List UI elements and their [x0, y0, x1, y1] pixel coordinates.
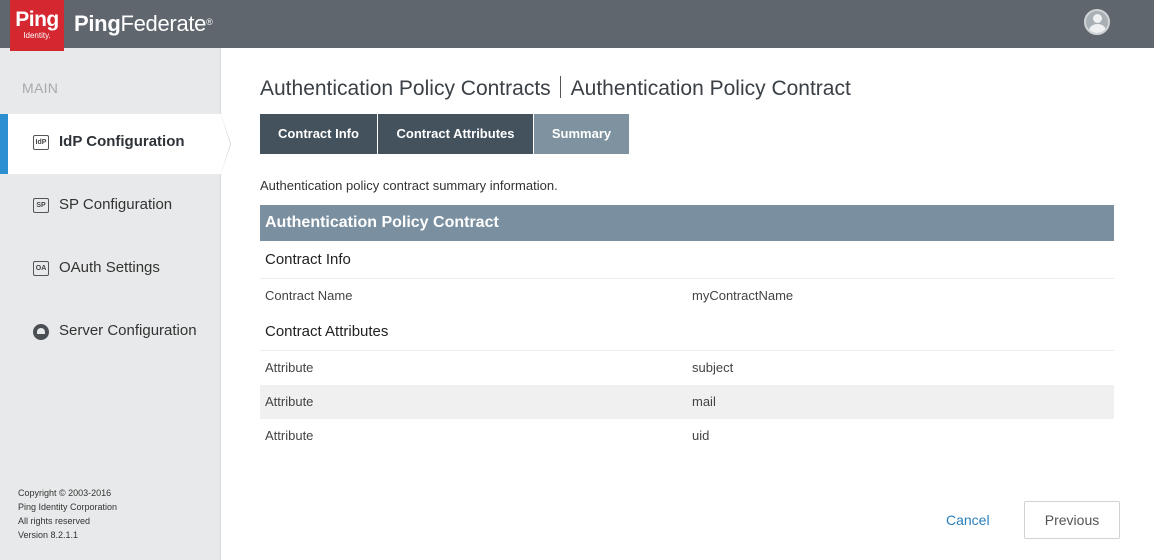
breadcrumb-separator [560, 76, 561, 98]
tab-contract-attributes[interactable]: Contract Attributes [378, 114, 533, 154]
sp-icon: SP [33, 198, 49, 213]
server-icon [33, 324, 49, 340]
group-title-contract-attributes: Contract Attributes [260, 313, 1114, 351]
group-title-contract-info: Contract Info [260, 241, 1114, 279]
sidebar-section-label: MAIN [22, 80, 59, 96]
main-content [221, 48, 1154, 560]
row-value: subject [692, 360, 734, 375]
idp-icon: IdP [33, 135, 49, 150]
sidebar-item-label: OAuth Settings [59, 259, 160, 276]
tab-summary[interactable]: Summary [534, 114, 629, 154]
previous-button[interactable]: Previous [1024, 501, 1120, 539]
sidebar-item-idp-configuration[interactable] [0, 114, 221, 174]
sidebar-item-label: Server Configuration [59, 322, 197, 339]
row-value: uid [692, 428, 710, 443]
row-key: Contract Name [265, 288, 353, 303]
summary-table [260, 205, 1114, 453]
copyright-text: Copyright © 2003-2016 [18, 488, 112, 498]
active-indicator [0, 114, 8, 174]
ping-identity-logo [10, 0, 64, 51]
row-key: Attribute [265, 428, 314, 443]
sidebar [0, 48, 221, 560]
product-name-rest: Federate [120, 11, 207, 36]
row-key: Attribute [265, 394, 314, 409]
user-account-icon[interactable] [1084, 9, 1110, 35]
rights-text: All rights reserved [18, 516, 91, 526]
table-row [260, 419, 1114, 453]
sidebar-item-sp-configuration[interactable] [0, 177, 221, 237]
top-bar [0, 0, 1154, 48]
breadcrumb-parent[interactable]: Authentication Policy Contracts [260, 77, 551, 100]
product-name-bold: Ping [74, 11, 121, 36]
company-text: Ping Identity Corporation [18, 502, 118, 512]
tab-contract-info[interactable]: Contract Info [260, 114, 377, 154]
sidebar-item-oauth-settings[interactable] [0, 240, 221, 300]
table-row [260, 385, 1114, 419]
sidebar-item-server-configuration[interactable] [0, 303, 221, 363]
version-text: Version 8.2.1.1 [18, 530, 79, 540]
row-key: Attribute [265, 360, 314, 375]
summary-header: Authentication Policy Contract [260, 205, 1114, 241]
breadcrumb [260, 77, 851, 101]
table-row [260, 279, 1114, 313]
sidebar-item-label: IdP Configuration [59, 133, 185, 150]
oa-icon: OA [33, 261, 49, 276]
row-value: mail [692, 394, 716, 409]
breadcrumb-current: Authentication Policy Contract [570, 77, 851, 100]
cancel-button[interactable]: Cancel [946, 512, 990, 528]
row-value: myContractName [692, 288, 794, 303]
page-description: Authentication policy contract summary information. [260, 178, 558, 193]
product-name [74, 12, 212, 36]
sidebar-footer [18, 486, 117, 542]
logo-sub: Identity. [23, 31, 51, 40]
table-row [260, 351, 1114, 385]
registered-mark: ® [206, 17, 213, 27]
sidebar-item-label: SP Configuration [59, 196, 173, 213]
logo-word: Ping [15, 8, 59, 31]
